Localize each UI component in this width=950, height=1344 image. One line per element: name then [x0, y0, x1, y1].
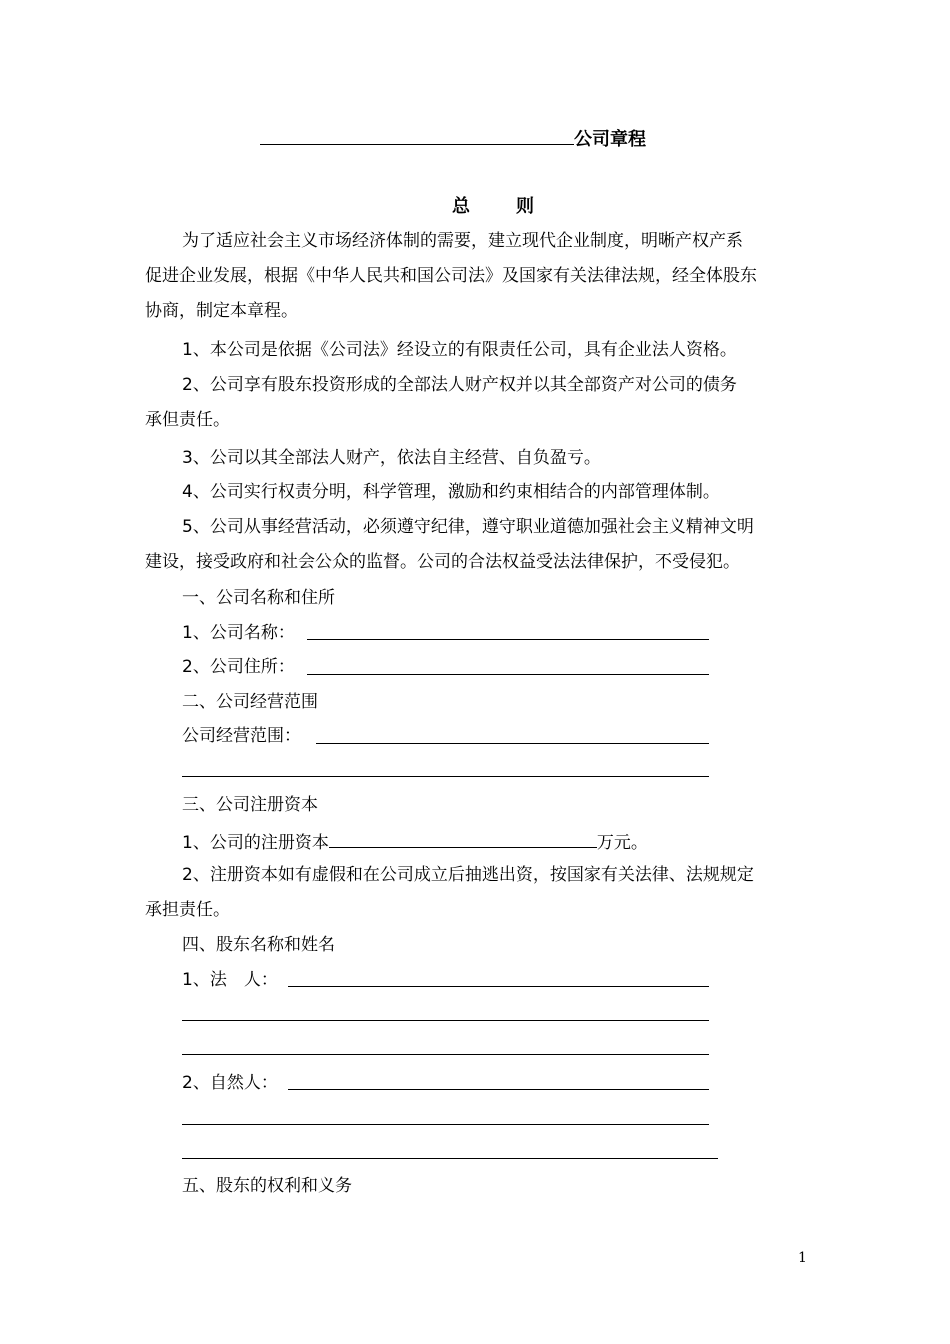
legal-person-field-2[interactable] — [182, 1020, 709, 1021]
legal-person-field-1[interactable] — [288, 986, 709, 987]
registered-capital-row — [182, 828, 648, 855]
business-scope-field-2[interactable] — [182, 776, 709, 777]
natural-person-label: 2、自然人： — [182, 1073, 278, 1093]
company-name-blank[interactable] — [260, 124, 574, 145]
company-name-row — [182, 621, 295, 645]
company-name-label: 1、公司名称： — [182, 623, 295, 643]
company-address-field[interactable] — [307, 674, 709, 675]
natural-person-row — [182, 1071, 278, 1095]
registered-capital-prefix: 1、公司的注册资本 — [182, 833, 329, 853]
general-provisions-heading: 总则 — [452, 196, 580, 217]
legal-person-label: 1、法 人： — [182, 970, 278, 990]
natural-person-field-1[interactable] — [288, 1089, 709, 1090]
section-5-heading: 五、股东的权利和义务 — [182, 1176, 352, 1196]
registered-capital-field[interactable] — [329, 828, 597, 848]
legal-person-row — [182, 968, 278, 992]
business-scope-label: 公司经营范围： — [182, 726, 301, 746]
article-5-line-2: 建设，接受政府和社会公众的监督。公司的合法权益受法法律保护，不受侵犯。 — [145, 552, 740, 572]
natural-person-field-3[interactable] — [182, 1158, 718, 1159]
intro-line-3: 协商，制定本章程。 — [145, 301, 298, 321]
intro-line-2: 促进企业发展，根据《中华人民共和国公司法》及国家有关法律法规，经全体股东 — [145, 266, 757, 286]
business-scope-row — [182, 724, 301, 748]
capital-article-2-line-1: 2、注册资本如有虚假和在公司成立后抽逃出资，按国家有关法律、法规规定 — [182, 865, 754, 885]
document-title-suffix: 公司章程 — [574, 129, 646, 150]
company-address-row — [182, 655, 295, 679]
article-2-line-1: 2、公司享有股东投资形成的全部法人财产权并以其全部资产对公司的债务 — [182, 375, 737, 395]
page-number: 1 — [798, 1250, 807, 1266]
article-5-line-1: 5、公司从事经营活动，必须遵守纪律，遵守职业道德加强社会主义精神文明 — [182, 517, 754, 537]
section-1-heading: 一、公司名称和住所 — [182, 588, 335, 608]
document-title — [260, 124, 646, 153]
capital-article-2-line-2: 承担责任。 — [145, 900, 230, 920]
natural-person-field-2[interactable] — [182, 1124, 709, 1125]
article-2-line-2: 承但责任。 — [145, 410, 230, 430]
article-1: 1、本公司是依据《公司法》经设立的有限责任公司，具有企业法人资格。 — [182, 340, 737, 360]
section-2-heading: 二、公司经营范围 — [182, 692, 318, 712]
legal-person-field-3[interactable] — [182, 1054, 709, 1055]
company-address-label: 2、公司住所： — [182, 657, 295, 677]
company-name-field[interactable] — [307, 639, 709, 640]
section-3-heading: 三、公司注册资本 — [182, 795, 318, 815]
article-3: 3、公司以其全部法人财产，依法自主经营、自负盈亏。 — [182, 448, 601, 468]
registered-capital-suffix: 万元。 — [596, 833, 648, 853]
article-4: 4、公司实行权责分明，科学管理，激励和约束相结合的内部管理体制。 — [182, 482, 720, 502]
section-4-heading: 四、股东名称和姓名 — [182, 935, 335, 955]
intro-line-1: 为了适应社会主义市场经济体制的需要，建立现代企业制度，明晰产权产系 — [182, 231, 743, 251]
business-scope-field-1[interactable] — [316, 743, 709, 744]
